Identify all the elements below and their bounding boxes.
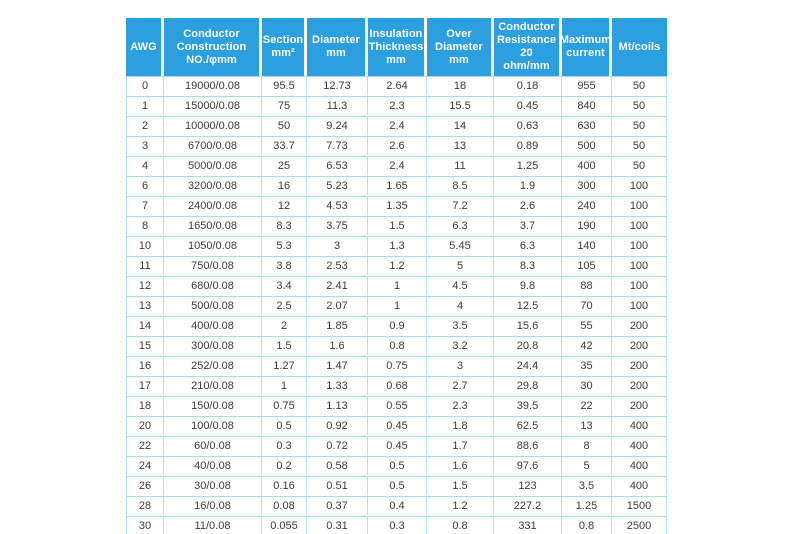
- table-cell: 840: [562, 97, 612, 115]
- table-cell: 70: [562, 297, 612, 315]
- table-cell: 3.2: [427, 337, 494, 355]
- table-cell: 2.53: [307, 257, 368, 275]
- table-cell: 88.6: [494, 437, 562, 455]
- column-header-line: Resistance 20: [496, 34, 557, 59]
- table-cell: 60/0.08: [164, 437, 262, 455]
- table-cell: 3: [307, 237, 368, 255]
- column-header: [559, 18, 612, 76]
- table-cell: 1.3: [368, 237, 427, 255]
- table-cell: 50: [612, 77, 667, 95]
- table-cell: 210/0.08: [164, 377, 262, 395]
- table-cell: 2.5: [262, 297, 307, 315]
- table-cell: 50: [612, 117, 667, 135]
- table-cell: 15.5: [427, 97, 494, 115]
- table-cell: 1.25: [562, 497, 612, 515]
- table-cell: 400: [612, 457, 667, 475]
- table-cell: 3.5: [427, 317, 494, 335]
- column-header: [612, 18, 667, 76]
- table-row: [126, 256, 667, 276]
- table-cell: 20: [126, 417, 164, 435]
- table-cell: 19000/0.08: [164, 77, 262, 95]
- table-cell: 0.8: [427, 517, 494, 534]
- table-cell: 9.24: [307, 117, 368, 135]
- table-cell: 100: [612, 197, 667, 215]
- table-cell: 105: [562, 257, 612, 275]
- table-cell: 13: [126, 297, 164, 315]
- table-cell: 2.64: [368, 77, 427, 95]
- table-cell: 500/0.08: [164, 297, 262, 315]
- table-body: [126, 76, 667, 534]
- table-row: [126, 396, 667, 416]
- table-row: [126, 436, 667, 456]
- table-cell: 42: [562, 337, 612, 355]
- table-cell: 28: [126, 497, 164, 515]
- table-row: [126, 316, 667, 336]
- table-cell: 4.53: [307, 197, 368, 215]
- table-cell: 0.72: [307, 437, 368, 455]
- table-cell: 24: [126, 457, 164, 475]
- table-cell: 0.2: [262, 457, 307, 475]
- table-cell: 17: [126, 377, 164, 395]
- column-header-line: mm: [326, 47, 346, 59]
- table-cell: 0.31: [307, 517, 368, 534]
- table-cell: 0.89: [494, 137, 562, 155]
- table-cell: 1.25: [494, 157, 562, 175]
- table-cell: 15: [126, 337, 164, 355]
- table-cell: 0: [126, 77, 164, 95]
- table-row: [126, 496, 667, 516]
- table-cell: 1.2: [368, 257, 427, 275]
- table-cell: 2.3: [427, 397, 494, 415]
- table-cell: 6.3: [427, 217, 494, 235]
- table-cell: 123: [494, 477, 562, 495]
- table-cell: 50: [612, 157, 667, 175]
- table-cell: 3.4: [262, 277, 307, 295]
- table-cell: 6: [126, 177, 164, 195]
- table-row: [126, 336, 667, 356]
- column-header-line: Diameter: [312, 34, 360, 46]
- table-row: [126, 96, 667, 116]
- table-cell: 3: [427, 357, 494, 375]
- table-row: [126, 156, 667, 176]
- table-cell: 0.8: [368, 337, 427, 355]
- table-cell: 2: [262, 317, 307, 335]
- table-cell: 400/0.08: [164, 317, 262, 335]
- table-cell: 13: [427, 137, 494, 155]
- table-row: [126, 296, 667, 316]
- table-cell: 7: [126, 197, 164, 215]
- table-cell: 100/0.08: [164, 417, 262, 435]
- table-cell: 18: [126, 397, 164, 415]
- table-cell: 630: [562, 117, 612, 135]
- table-cell: 95.5: [262, 77, 307, 95]
- table-cell: 5000/0.08: [164, 157, 262, 175]
- table-cell: 1.5: [262, 337, 307, 355]
- table-row: [126, 136, 667, 156]
- table-row: [126, 76, 667, 96]
- column-header-line: mm: [449, 53, 469, 66]
- table-cell: 3.8: [262, 257, 307, 275]
- table-cell: 12: [126, 277, 164, 295]
- table-cell: 8.5: [427, 177, 494, 195]
- table-cell: 62.5: [494, 417, 562, 435]
- table-cell: 4: [427, 297, 494, 315]
- table-cell: 30: [562, 377, 612, 395]
- table-cell: 2.3: [368, 97, 427, 115]
- table-cell: 2.07: [307, 297, 368, 315]
- table-cell: 0.63: [494, 117, 562, 135]
- column-header-line: Construction: [176, 40, 247, 53]
- table-cell: 400: [562, 157, 612, 175]
- table-cell: 1: [262, 377, 307, 395]
- table-cell: 2.6: [368, 137, 427, 155]
- column-header-line: Insulation: [369, 27, 423, 40]
- table-cell: 1650/0.08: [164, 217, 262, 235]
- table-cell: 7.73: [307, 137, 368, 155]
- table-cell: 331: [494, 517, 562, 534]
- column-header-line: ohm/mm: [503, 60, 550, 72]
- table-cell: 400: [612, 417, 667, 435]
- table-cell: 100: [612, 217, 667, 235]
- table-cell: 0.3: [262, 437, 307, 455]
- table-cell: 0.92: [307, 417, 368, 435]
- table-cell: 100: [612, 277, 667, 295]
- table-cell: 140: [562, 237, 612, 255]
- table-cell: 0.55: [368, 397, 427, 415]
- table-cell: 5.23: [307, 177, 368, 195]
- table-cell: 1050/0.08: [164, 237, 262, 255]
- table-cell: 0.9: [368, 317, 427, 335]
- table-cell: 0.3: [368, 517, 427, 534]
- table-cell: 0.51: [307, 477, 368, 495]
- table-cell: 5.45: [427, 237, 494, 255]
- table-cell: 26: [126, 477, 164, 495]
- table-cell: 1.47: [307, 357, 368, 375]
- table-cell: 1.5: [368, 217, 427, 235]
- table-cell: 0.055: [262, 517, 307, 534]
- table-cell: 25: [262, 157, 307, 175]
- table-cell: 35: [562, 357, 612, 375]
- column-header-line: Section: [262, 34, 304, 46]
- wire-spec-table: [126, 18, 667, 534]
- table-cell: 6.3: [494, 237, 562, 255]
- table-cell: 18: [427, 77, 494, 95]
- table-cell: 1.85: [307, 317, 368, 335]
- table-cell: 100: [612, 297, 667, 315]
- table-cell: 100: [612, 257, 667, 275]
- column-header: [164, 18, 262, 76]
- table-row: [126, 176, 667, 196]
- table-cell: 1.9: [494, 177, 562, 195]
- table-cell: 0.4: [368, 497, 427, 515]
- table-cell: 2.41: [307, 277, 368, 295]
- column-header: [126, 18, 164, 76]
- table-cell: 1.33: [307, 377, 368, 395]
- table-cell: 2: [126, 117, 164, 135]
- table-row: [126, 276, 667, 296]
- table-cell: 33.7: [262, 137, 307, 155]
- column-header: [368, 18, 427, 76]
- table-cell: 3.7: [494, 217, 562, 235]
- table-cell: 0.08: [262, 497, 307, 515]
- table-cell: 2.4: [368, 117, 427, 135]
- column-header: [307, 18, 368, 76]
- table-cell: 14: [126, 317, 164, 335]
- table-cell: 15000/0.08: [164, 97, 262, 115]
- table-cell: 500: [562, 137, 612, 155]
- table-cell: 1: [368, 277, 427, 295]
- table-cell: 8.3: [262, 217, 307, 235]
- table-cell: 680/0.08: [164, 277, 262, 295]
- column-header-line: Over Diameter: [435, 27, 483, 53]
- table-cell: 750/0.08: [164, 257, 262, 275]
- table-cell: 5: [427, 257, 494, 275]
- column-header-line: Mt/coils: [618, 40, 661, 53]
- table-cell: 0.16: [262, 477, 307, 495]
- table-cell: 200: [612, 397, 667, 415]
- table-cell: 2500: [612, 517, 667, 534]
- table-cell: 24.4: [494, 357, 562, 375]
- table-cell: 75: [262, 97, 307, 115]
- table-cell: 300: [562, 177, 612, 195]
- table-cell: 50: [612, 137, 667, 155]
- table-header: [126, 18, 667, 76]
- table-row: [126, 216, 667, 236]
- table-cell: 2400/0.08: [164, 197, 262, 215]
- table-cell: 1500: [612, 497, 667, 515]
- column-header: [427, 18, 494, 76]
- table-cell: 3: [126, 137, 164, 155]
- table-cell: 15.6: [494, 317, 562, 335]
- table-cell: 1.7: [427, 437, 494, 455]
- table-cell: 5.3: [262, 237, 307, 255]
- table-cell: 200: [612, 337, 667, 355]
- table-cell: 1.8: [427, 417, 494, 435]
- column-header-line: current: [566, 47, 605, 59]
- table-cell: 11/0.08: [164, 517, 262, 534]
- table-cell: 955: [562, 77, 612, 95]
- table-cell: 0.5: [262, 417, 307, 435]
- table-row: [126, 456, 667, 476]
- table-cell: 8: [126, 217, 164, 235]
- table-cell: 0.8: [562, 517, 612, 534]
- table-cell: 400: [612, 477, 667, 495]
- table-cell: 100: [612, 177, 667, 195]
- table-cell: 14: [427, 117, 494, 135]
- column-header-line: Conductor: [498, 21, 555, 33]
- table-cell: 0.75: [262, 397, 307, 415]
- column-header-line: mm²: [271, 47, 295, 59]
- table-cell: 400: [612, 437, 667, 455]
- table-cell: 1.35: [368, 197, 427, 215]
- column-header-line: NO./φmm: [186, 53, 237, 66]
- table-cell: 2.4: [368, 157, 427, 175]
- table-cell: 2.7: [427, 377, 494, 395]
- table-cell: 30/0.08: [164, 477, 262, 495]
- column-header-line: AWG: [130, 40, 157, 53]
- table-cell: 1.27: [262, 357, 307, 375]
- table-cell: 6.53: [307, 157, 368, 175]
- table-cell: 16: [126, 357, 164, 375]
- table-cell: 11.3: [307, 97, 368, 115]
- table-cell: 12.73: [307, 77, 368, 95]
- table-cell: 10: [126, 237, 164, 255]
- table-cell: 4.5: [427, 277, 494, 295]
- table-cell: 1.5: [427, 477, 494, 495]
- table-cell: 22: [126, 437, 164, 455]
- column-header-line: Thickness: [368, 40, 424, 53]
- table-cell: 190: [562, 217, 612, 235]
- table-cell: 0.75: [368, 357, 427, 375]
- table-cell: 11: [427, 157, 494, 175]
- table-cell: 1: [368, 297, 427, 315]
- table-cell: 0.5: [368, 477, 427, 495]
- table-row: [126, 356, 667, 376]
- table-cell: 2.6: [494, 197, 562, 215]
- table-cell: 0.45: [368, 417, 427, 435]
- table-cell: 9.8: [494, 277, 562, 295]
- table-cell: 16: [262, 177, 307, 195]
- table-cell: 8: [562, 437, 612, 455]
- table-cell: 50: [612, 97, 667, 115]
- table-cell: 1.13: [307, 397, 368, 415]
- table-cell: 1.2: [427, 497, 494, 515]
- table-cell: 0.37: [307, 497, 368, 515]
- table-cell: 55: [562, 317, 612, 335]
- table-cell: 3.75: [307, 217, 368, 235]
- table-row: [126, 416, 667, 436]
- table-cell: 5: [562, 457, 612, 475]
- column-header: [494, 18, 562, 76]
- table-cell: 20.8: [494, 337, 562, 355]
- table-cell: 200: [612, 377, 667, 395]
- table-cell: 6700/0.08: [164, 137, 262, 155]
- column-header-line: Maximum: [559, 34, 612, 46]
- table-cell: 0.68: [368, 377, 427, 395]
- table-cell: 227.2: [494, 497, 562, 515]
- table-row: [126, 376, 667, 396]
- table-cell: 200: [612, 357, 667, 375]
- table-cell: 7.2: [427, 197, 494, 215]
- table-cell: 97.6: [494, 457, 562, 475]
- table-cell: 12.5: [494, 297, 562, 315]
- table-cell: 13: [562, 417, 612, 435]
- table-cell: 100: [612, 237, 667, 255]
- table-row: [126, 116, 667, 136]
- table-cell: 0.45: [368, 437, 427, 455]
- table-cell: 88: [562, 277, 612, 295]
- table-cell: 39.5: [494, 397, 562, 415]
- table-cell: 29.8: [494, 377, 562, 395]
- table-cell: 200: [612, 317, 667, 335]
- table-cell: 1.65: [368, 177, 427, 195]
- table-cell: 22: [562, 397, 612, 415]
- table-cell: 4: [126, 157, 164, 175]
- column-header: [262, 18, 307, 76]
- table-cell: 150/0.08: [164, 397, 262, 415]
- table-cell: 12: [262, 197, 307, 215]
- table-cell: 0.5: [368, 457, 427, 475]
- table-cell: 0.58: [307, 457, 368, 475]
- table-cell: 10000/0.08: [164, 117, 262, 135]
- column-header-line: mm: [386, 53, 406, 66]
- table-row: [126, 516, 667, 534]
- table-cell: 11: [126, 257, 164, 275]
- column-header-line: Conductor: [183, 27, 240, 40]
- table-cell: 3200/0.08: [164, 177, 262, 195]
- table-row: [126, 476, 667, 496]
- table-cell: 1: [126, 97, 164, 115]
- table-cell: 1.6: [307, 337, 368, 355]
- table-cell: 252/0.08: [164, 357, 262, 375]
- table-cell: 240: [562, 197, 612, 215]
- table-cell: 40/0.08: [164, 457, 262, 475]
- table-row: [126, 196, 667, 216]
- table-cell: 300/0.08: [164, 337, 262, 355]
- table-cell: 50: [262, 117, 307, 135]
- table-cell: 8.3: [494, 257, 562, 275]
- table-cell: 0.45: [494, 97, 562, 115]
- table-cell: 16/0.08: [164, 497, 262, 515]
- table-cell: 1.6: [427, 457, 494, 475]
- table-row: [126, 236, 667, 256]
- table-cell: 30: [126, 517, 164, 534]
- table-cell: 0.18: [494, 77, 562, 95]
- table-cell: 3.5: [562, 477, 612, 495]
